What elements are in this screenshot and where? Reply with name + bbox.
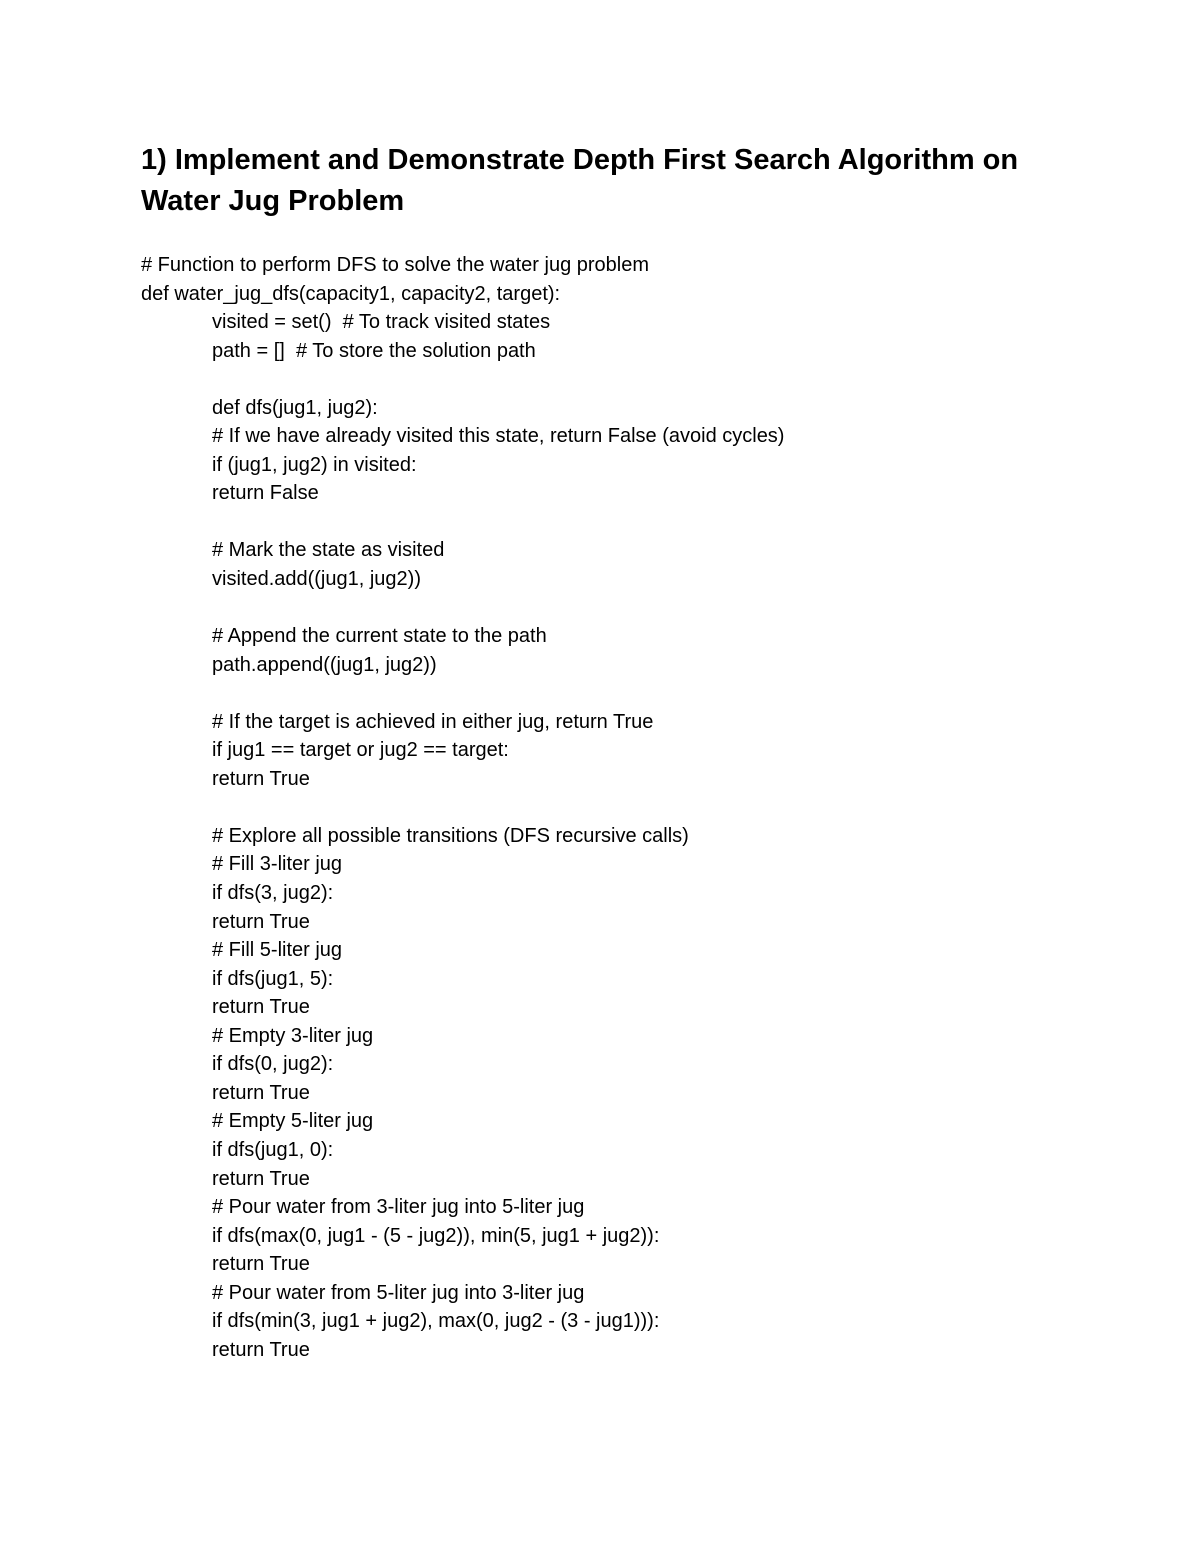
code-line: return True — [212, 1167, 310, 1190]
code-line: if (jug1, jug2) in visited: — [212, 453, 417, 476]
code-line: # Explore all possible transitions (DFS recursive calls) — [212, 824, 689, 847]
code-line: return True — [212, 1253, 310, 1276]
code-line: if dfs(min(3, jug1 + jug2), max(0, jug2 - (3 - jug1))): — [212, 1310, 660, 1333]
code-line: # If we have already visited this state, return False (avoid cycles) — [212, 425, 785, 448]
code-line: if dfs(0, jug2): — [212, 1053, 334, 1076]
code-line: visited.add((jug1, jug2)) — [212, 568, 421, 591]
code-line: return True — [212, 767, 310, 790]
code-line: return True — [212, 996, 310, 1019]
blank-line — [141, 508, 1101, 537]
blank-line — [141, 594, 1101, 623]
code-line: # Empty 5-liter jug — [212, 1110, 374, 1133]
code-block — [141, 251, 1101, 1364]
blank-line — [141, 365, 1101, 394]
code-line: path.append((jug1, jug2)) — [212, 653, 437, 676]
code-line: # Mark the state as visited — [212, 539, 445, 562]
code-line: if dfs(jug1, 5): — [212, 967, 334, 990]
code-line: return True — [212, 1338, 310, 1361]
code-line: # If the target is achieved in either jug, return True — [212, 710, 654, 733]
code-line: return True — [212, 1081, 310, 1104]
code-line: # Empty 3-liter jug — [212, 1024, 374, 1047]
blank-line — [141, 793, 1101, 822]
code-line: return True — [212, 910, 310, 933]
blank-line — [141, 679, 1101, 708]
code-line: visited = set() # To track visited states — [212, 311, 551, 334]
code-line: # Pour water from 3-liter jug into 5-liter jug — [212, 1196, 585, 1219]
code-line: def dfs(jug1, jug2): — [212, 396, 378, 419]
code-line: # Function to perform DFS to solve the water jug problem — [141, 254, 650, 276]
code-line: if dfs(jug1, 0): — [212, 1138, 334, 1161]
code-line: # Pour water from 5-liter jug into 3-liter jug — [212, 1281, 585, 1304]
document-title: 1) Implement and Demonstrate Depth First Search Algorithm on Water Jug Problem — [141, 144, 1019, 217]
code-line: if jug1 == target or jug2 == target: — [212, 739, 509, 762]
code-line: def water_jug_dfs(capacity1, capacity2, target): — [141, 282, 561, 305]
code-line: return False — [212, 482, 319, 505]
code-line: # Fill 5-liter jug — [212, 939, 343, 962]
code-line: path = [] # To store the solution path — [212, 339, 536, 362]
code-line: if dfs(3, jug2): — [212, 882, 334, 905]
code-line: # Append the current state to the path — [212, 625, 547, 648]
code-line: if dfs(max(0, jug1 - (5 - jug2)), min(5, jug1 + jug2)): — [212, 1224, 660, 1247]
code-line: # Fill 3-liter jug — [212, 853, 343, 876]
